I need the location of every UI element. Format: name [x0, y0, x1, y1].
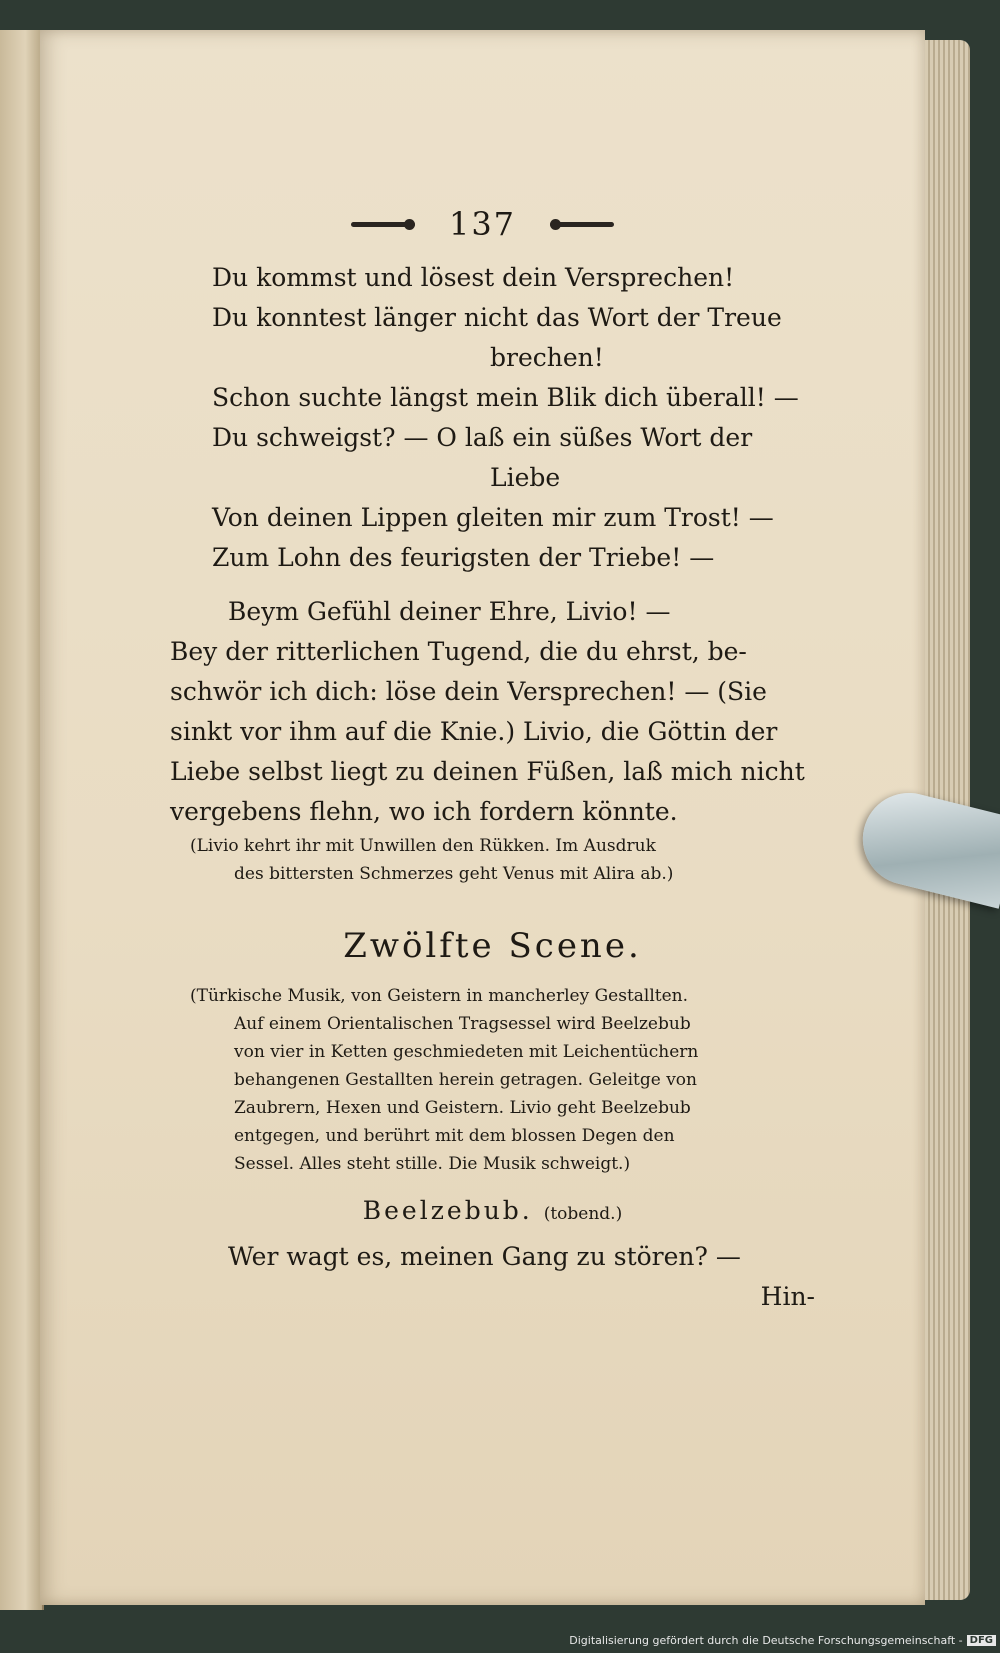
stage-direction-line: von vier in Ketten geschmiedeten mit Leichentüchern [234, 1042, 699, 1062]
verse-line: Du kommst und lösest dein Versprechen! [212, 263, 735, 292]
prose-line: Beym Gefühl deiner Ehre, Livio! — [228, 597, 671, 626]
catchword: Hin- [760, 1282, 815, 1311]
stage-direction-line: Auf einem Orientalischen Tragsessel wird Beelzebub [234, 1014, 691, 1034]
prose-line: Bey der ritterlichen Tugend, die du ehrst, be- [170, 637, 747, 666]
text-body [170, 258, 815, 1317]
ornament-right-icon [550, 222, 614, 227]
speaker-name: Beelzebub. [362, 1196, 533, 1225]
verse-line: Schon suchte längst mein Blik dich überall! — [212, 383, 799, 412]
left-page-edge [0, 30, 44, 1610]
verse-line: Von deinen Lippen gleiten mir zum Trost! — [212, 503, 774, 532]
verse-line: Zum Lohn des feurigsten der Triebe! — [212, 543, 715, 572]
prose-line: sinkt vor ihm auf die Knie.) Livio, die Göttin der [170, 717, 778, 746]
speaker-heading [170, 1196, 815, 1225]
verse-line: brechen! [490, 343, 604, 372]
stage-direction-line: behangenen Gestallten herein getragen. Geleitge von [234, 1070, 697, 1090]
digitization-footer [569, 1634, 996, 1647]
prose-line: schwör ich dich: löse dein Versprechen! — (Sie [170, 677, 767, 706]
dfg-logo: DFG [967, 1635, 996, 1646]
page-number: 137 [448, 205, 517, 243]
prose-line: vergebens flehn, wo ich fordern könnte. [170, 797, 678, 826]
stage-direction-line: entgegen, und berührt mit dem blossen Degen den [234, 1126, 675, 1146]
prose-line: Liebe selbst liegt zu deinen Füßen, laß mich nicht [170, 757, 805, 786]
stage-direction-line: (Türkische Musik, von Geistern in mancherley Gestallten. [190, 986, 689, 1006]
stage-direction-line: Sessel. Alles steht stille. Die Musik schweigt.) [234, 1154, 631, 1174]
verse-line: Du schweigst? — O laß ein süßes Wort der [212, 423, 753, 452]
page-header [40, 205, 925, 243]
book-page [40, 30, 925, 1605]
stage-direction-line: des bittersten Schmerzes geht Venus mit Alira ab.) [234, 864, 674, 884]
speaker-direction: (tobend.) [543, 1204, 623, 1224]
verse-line: Du konntest länger nicht das Wort der Treue [212, 303, 782, 332]
scene-heading: Zwölfte Scene. [343, 926, 642, 966]
verse-line: Liebe [490, 463, 561, 492]
speech-line: Wer wagt es, meinen Gang zu stören? — [228, 1242, 741, 1271]
footer-text: Digitalisierung gefördert durch die Deutsche Forschungsgemeinschaft - [569, 1634, 963, 1647]
stage-direction-line: Zaubrern, Hexen und Geistern. Livio geht Beelzebub [234, 1098, 691, 1118]
stage-direction-line: (Livio kehrt ihr mit Unwillen den Rükken. Im Ausdruk [190, 836, 656, 856]
ornament-left-icon [351, 222, 415, 227]
